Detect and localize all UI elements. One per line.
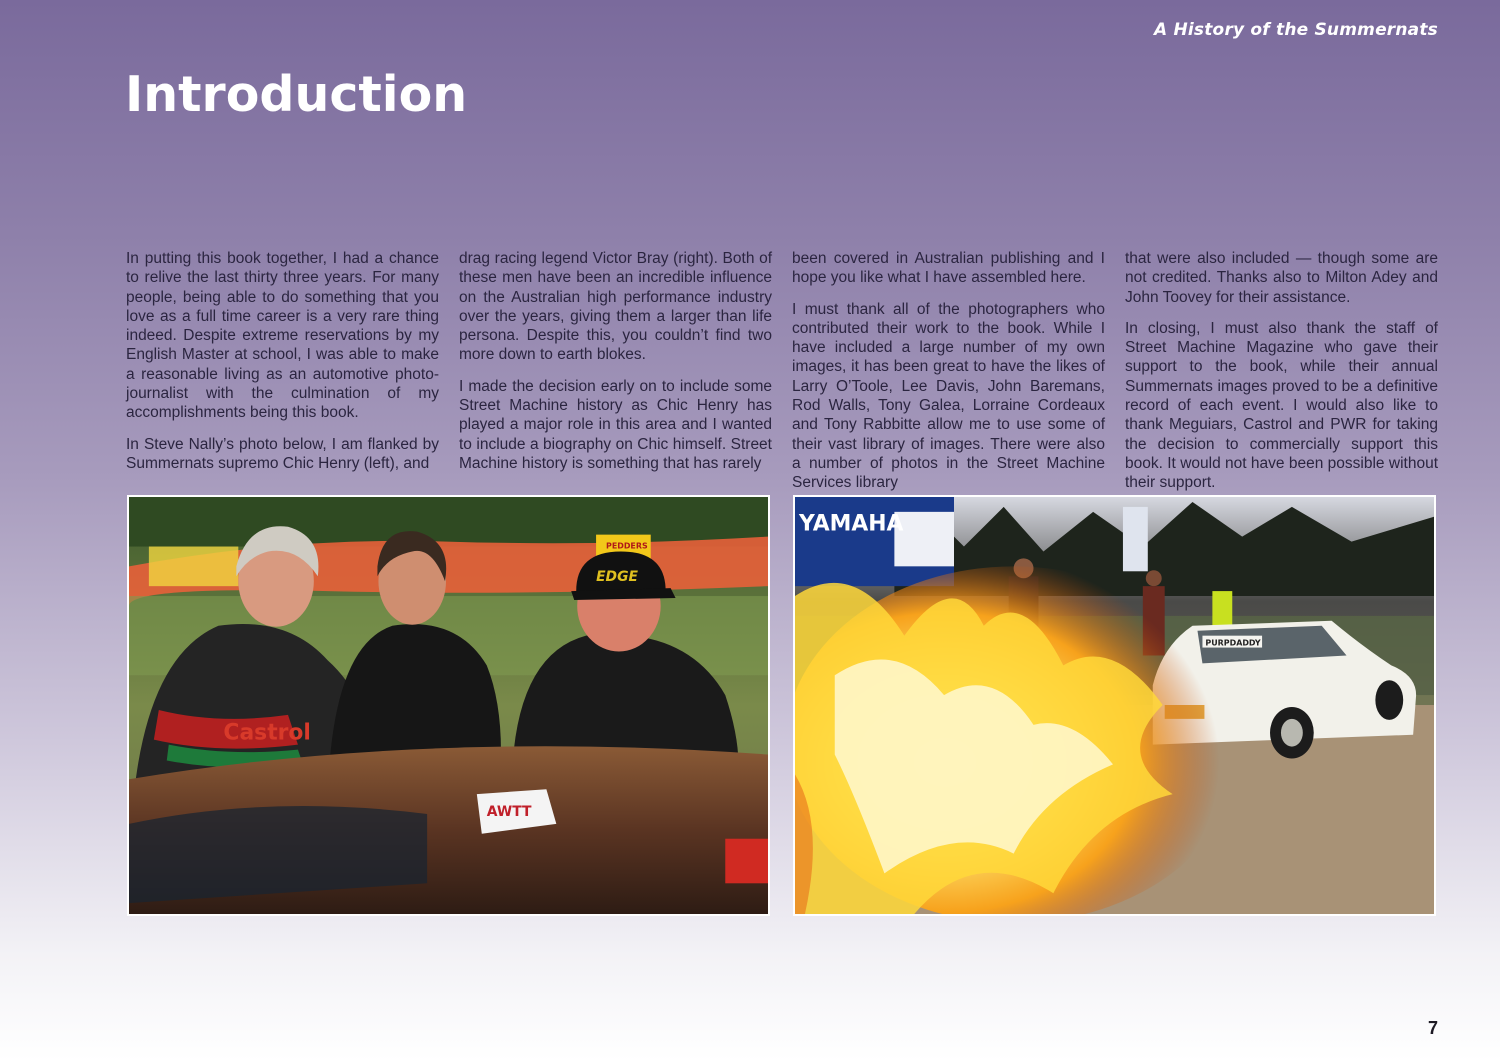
photo-car-flames-illustration [795, 497, 1434, 914]
text-column-1 [126, 249, 439, 505]
paragraph: In Steve Nally’s photo below, I am flanked by Summernats supremo Chic Henry (left), and [126, 435, 439, 472]
paragraph: drag racing legend Victor Bray (right). Both of these men have been an incredible influence on the Australian high performance industry over the years, giving them a larger than life persona. Despite this, you couldn’t find two more down to earth blokes. [459, 250, 772, 364]
pedders-sign-text: PEDDERS [606, 541, 648, 551]
paragraph: I must thank all of the photographers who contributed their work to the book. While I have included a large number of my own images, it has been great to have the likes of Larry O’Toole, Lee Davis, John Baremans, Rod Walls, Tony Galea, Lorraine Cordeaux and Tony Rabbitte allow me to use some of their vast library of images. There were also a number of photos in the Street Machine Services library [792, 300, 1105, 492]
castrol-logo-text: Castrol [223, 720, 311, 746]
paragraph: that were also included — though some are not credited. Thanks also to Milton Adey and John Toovey for their assistance. [1125, 250, 1438, 306]
photo-three-men-illustration [129, 497, 768, 914]
car-window-sticker-text: PURPDADDY [1205, 638, 1261, 648]
page-number: 7 [1427, 1018, 1438, 1038]
paragraph: In closing, I must also thank the staff of Street Machine Magazine who gave their support to the book, while their annual Summernats images proved to be a definitive record of each event. I would also like to thank Meguiars, Castrol and PWR for taking the decision to commercially support this book. It would not have been possible without their support. [1125, 319, 1438, 492]
body-text [126, 249, 1439, 505]
photo-three-men-race-car [127, 495, 770, 916]
page-title: Introduction [125, 66, 468, 123]
paragraph: been covered in Australian publishing and I hope you like what I have assembled here. [792, 250, 1105, 287]
edge-cap-text: EDGE [596, 569, 639, 586]
text-column-2 [459, 249, 772, 505]
running-header: A History of the Summernats [1153, 20, 1438, 40]
awtt-decal-text: AWTT [486, 803, 532, 820]
text-column-4 [1125, 249, 1438, 505]
paragraph: I made the decision early on to include some Street Machine history as Chic Henry has played a major role in this area and I wanted to include a biography on Chic himself. Street Machine history is something that has rarely [459, 377, 772, 472]
photo-car-flames [793, 495, 1436, 916]
yamaha-truck-text: YAMAHA [798, 511, 904, 537]
paragraph: In putting this book together, I had a chance to relive the last thirty three years. For many people, being able to do something that you love as a full time career is a very rare thing indeed. Despite extreme reservations by my English Master at school, I was able to make a reasonable living as an automotive photo-journalist with the culmination of my accomplishments being this book. [126, 250, 439, 422]
text-column-3 [792, 249, 1105, 505]
